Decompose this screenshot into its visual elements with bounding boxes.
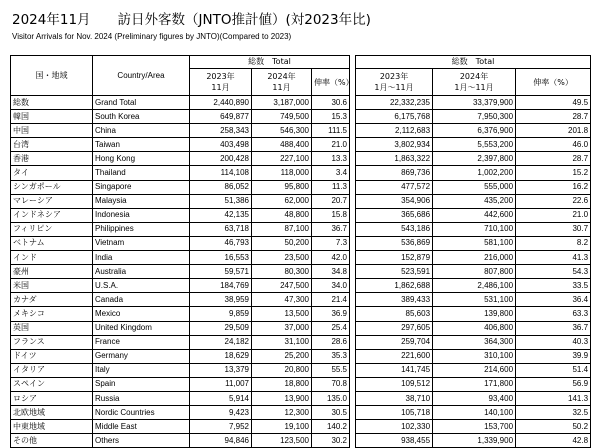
table-row — [11, 166, 591, 180]
country-name-jp: ロシア — [11, 391, 93, 405]
value-2023-jan-nov: 869,736 — [356, 166, 433, 180]
value-2023-nov: 114,108 — [190, 166, 252, 180]
value-2024-jan-nov: 7,950,300 — [433, 110, 516, 124]
table-row — [11, 222, 591, 236]
table-row — [11, 377, 591, 391]
table-row — [11, 138, 591, 152]
value-2023-jan-nov: 536,869 — [356, 236, 433, 250]
country-name-en: Grand Total — [93, 96, 190, 110]
table-row — [11, 406, 591, 420]
growth-month: 70.8 — [312, 377, 350, 391]
value-2023-jan-nov: 477,572 — [356, 180, 433, 194]
country-name-en: United Kingdom — [93, 321, 190, 335]
country-name-jp: インド — [11, 251, 93, 265]
country-name-en: Italy — [93, 363, 190, 377]
country-name-en: U.S.A. — [93, 279, 190, 293]
value-2023-jan-nov: 1,863,322 — [356, 152, 433, 166]
growth-month: 13.3 — [312, 152, 350, 166]
value-2023-nov: 86,052 — [190, 180, 252, 194]
value-2023-jan-nov: 2,112,683 — [356, 124, 433, 138]
country-name-en: India — [93, 251, 190, 265]
country-name-jp: 香港 — [11, 152, 93, 166]
country-name-jp: カナダ — [11, 293, 93, 307]
country-name-en: Spain — [93, 377, 190, 391]
value-2023-nov: 42,135 — [190, 208, 252, 222]
value-2024-jan-nov: 2,397,800 — [433, 152, 516, 166]
value-2024-jan-nov: 310,100 — [433, 349, 516, 363]
value-2023-jan-nov: 523,591 — [356, 265, 433, 279]
header-total-month: 総数 Total — [190, 56, 350, 69]
table-row — [11, 208, 591, 222]
value-2024-jan-nov: 581,100 — [433, 236, 516, 250]
growth-month: 111.5 — [312, 124, 350, 138]
value-2024-nov: 50,200 — [252, 236, 312, 250]
value-2024-nov: 25,200 — [252, 349, 312, 363]
value-2023-nov: 7,952 — [190, 420, 252, 434]
growth-month: 36.9 — [312, 307, 350, 321]
value-2024-jan-nov: 5,553,200 — [433, 138, 516, 152]
value-2023-nov: 9,859 — [190, 307, 252, 321]
country-name-jp: 米国 — [11, 279, 93, 293]
table-row — [11, 420, 591, 434]
value-2024-jan-nov: 214,600 — [433, 363, 516, 377]
value-2023-nov: 403,498 — [190, 138, 252, 152]
value-2023-jan-nov: 938,455 — [356, 434, 433, 448]
value-2023-nov: 63,718 — [190, 222, 252, 236]
value-2024-nov: 31,100 — [252, 335, 312, 349]
growth-cumulative: 36.4 — [516, 293, 591, 307]
value-2024-nov: 227,100 — [252, 152, 312, 166]
growth-month: 34.0 — [312, 279, 350, 293]
growth-month: 3.4 — [312, 166, 350, 180]
growth-cumulative: 15.2 — [516, 166, 591, 180]
growth-cumulative: 32.5 — [516, 406, 591, 420]
value-2023-jan-nov: 85,603 — [356, 307, 433, 321]
growth-cumulative: 36.7 — [516, 321, 591, 335]
growth-cumulative: 28.7 — [516, 152, 591, 166]
country-name-en: Russia — [93, 391, 190, 405]
table-row — [11, 349, 591, 363]
header-2024-jan-nov: 2024年 1月～11月 — [433, 69, 516, 96]
growth-month: 15.3 — [312, 110, 350, 124]
growth-cumulative: 201.8 — [516, 124, 591, 138]
value-2023-nov: 2,440,890 — [190, 96, 252, 110]
country-name-jp: ドイツ — [11, 349, 93, 363]
country-name-en: Taiwan — [93, 138, 190, 152]
value-2023-jan-nov: 365,686 — [356, 208, 433, 222]
country-name-en: Nordic Countries — [93, 406, 190, 420]
value-2023-jan-nov: 221,600 — [356, 349, 433, 363]
growth-cumulative: 28.7 — [516, 110, 591, 124]
country-name-en: Hong Kong — [93, 152, 190, 166]
header-2024-nov: 2024年 11月 — [252, 69, 312, 96]
country-name-en: Malaysia — [93, 194, 190, 208]
value-2023-jan-nov: 1,862,688 — [356, 279, 433, 293]
growth-cumulative: 63.3 — [516, 307, 591, 321]
growth-cumulative: 41.3 — [516, 251, 591, 265]
growth-cumulative: 8.2 — [516, 236, 591, 250]
value-2023-nov: 29,509 — [190, 321, 252, 335]
growth-month: 30.5 — [312, 406, 350, 420]
value-2024-jan-nov: 435,200 — [433, 194, 516, 208]
value-2024-jan-nov: 442,600 — [433, 208, 516, 222]
value-2024-nov: 20,800 — [252, 363, 312, 377]
growth-month: 34.8 — [312, 265, 350, 279]
country-name-jp: メキシコ — [11, 307, 93, 321]
country-name-jp: フィリピン — [11, 222, 93, 236]
value-2024-jan-nov: 140,100 — [433, 406, 516, 420]
country-name-en: Thailand — [93, 166, 190, 180]
country-name-jp: ベトナム — [11, 236, 93, 250]
value-2023-jan-nov: 543,186 — [356, 222, 433, 236]
header-country-jp: 国・地域 — [11, 56, 93, 96]
header-2023-nov: 2023年 11月 — [190, 69, 252, 96]
growth-cumulative: 22.6 — [516, 194, 591, 208]
growth-month: 7.3 — [312, 236, 350, 250]
value-2024-nov: 19,100 — [252, 420, 312, 434]
value-2023-jan-nov: 3,802,934 — [356, 138, 433, 152]
growth-month: 30.2 — [312, 434, 350, 448]
value-2024-nov: 37,000 — [252, 321, 312, 335]
growth-month: 25.4 — [312, 321, 350, 335]
value-2024-nov: 13,900 — [252, 391, 312, 405]
growth-cumulative: 50.2 — [516, 420, 591, 434]
growth-cumulative: 54.3 — [516, 265, 591, 279]
growth-cumulative: 21.0 — [516, 208, 591, 222]
country-name-en: Singapore — [93, 180, 190, 194]
value-2024-nov: 62,000 — [252, 194, 312, 208]
value-2023-jan-nov: 389,433 — [356, 293, 433, 307]
table-row — [11, 251, 591, 265]
value-2024-nov: 23,500 — [252, 251, 312, 265]
growth-month: 30.6 — [312, 96, 350, 110]
value-2023-jan-nov: 152,879 — [356, 251, 433, 265]
value-2024-nov: 47,300 — [252, 293, 312, 307]
table-body — [11, 96, 591, 448]
country-name-en: Philippines — [93, 222, 190, 236]
growth-month: 21.0 — [312, 138, 350, 152]
value-2023-jan-nov: 102,330 — [356, 420, 433, 434]
country-name-jp: スペイン — [11, 377, 93, 391]
growth-cumulative: 40.3 — [516, 335, 591, 349]
table-row — [11, 110, 591, 124]
growth-month: 36.7 — [312, 222, 350, 236]
table-row — [11, 391, 591, 405]
header-row-1 — [11, 56, 591, 69]
country-name-jp: タイ — [11, 166, 93, 180]
table-row — [11, 293, 591, 307]
growth-cumulative: 42.8 — [516, 434, 591, 448]
value-2023-nov: 24,182 — [190, 335, 252, 349]
growth-month: 55.5 — [312, 363, 350, 377]
value-2024-nov: 13,500 — [252, 307, 312, 321]
value-2023-nov: 59,571 — [190, 265, 252, 279]
country-name-jp: 台湾 — [11, 138, 93, 152]
value-2023-nov: 184,769 — [190, 279, 252, 293]
country-name-en: Vietnam — [93, 236, 190, 250]
value-2023-nov: 18,629 — [190, 349, 252, 363]
value-2023-nov: 5,914 — [190, 391, 252, 405]
value-2023-nov: 38,959 — [190, 293, 252, 307]
value-2024-jan-nov: 555,000 — [433, 180, 516, 194]
value-2024-jan-nov: 171,800 — [433, 377, 516, 391]
table-row — [11, 96, 591, 110]
table-row — [11, 180, 591, 194]
table-row — [11, 434, 591, 448]
header-growth-month: 伸率（%） — [312, 69, 350, 96]
table-row — [11, 265, 591, 279]
country-name-jp: 中東地域 — [11, 420, 93, 434]
value-2024-jan-nov: 139,800 — [433, 307, 516, 321]
table-row — [11, 335, 591, 349]
value-2023-jan-nov: 6,175,768 — [356, 110, 433, 124]
growth-cumulative: 16.2 — [516, 180, 591, 194]
value-2024-nov: 80,300 — [252, 265, 312, 279]
country-name-jp: シンガポール — [11, 180, 93, 194]
country-name-en: South Korea — [93, 110, 190, 124]
value-2023-jan-nov: 354,906 — [356, 194, 433, 208]
growth-month: 21.4 — [312, 293, 350, 307]
header-country-en: Country/Area — [93, 56, 190, 96]
growth-month: 28.6 — [312, 335, 350, 349]
value-2023-nov: 11,007 — [190, 377, 252, 391]
value-2024-nov: 18,800 — [252, 377, 312, 391]
country-name-jp: マレーシア — [11, 194, 93, 208]
value-2023-nov: 9,423 — [190, 406, 252, 420]
growth-cumulative: 49.5 — [516, 96, 591, 110]
page-subtitle: Visitor Arrivals for Nov. 2024 (Preliminary figures by JNTO)(Compared to 2023) — [12, 32, 292, 41]
value-2023-jan-nov: 105,718 — [356, 406, 433, 420]
value-2023-jan-nov: 259,704 — [356, 335, 433, 349]
country-name-en: Indonesia — [93, 208, 190, 222]
value-2023-jan-nov: 22,332,235 — [356, 96, 433, 110]
value-2024-nov: 488,400 — [252, 138, 312, 152]
country-name-jp: 豪州 — [11, 265, 93, 279]
value-2023-nov: 46,793 — [190, 236, 252, 250]
country-name-en: Germany — [93, 349, 190, 363]
growth-cumulative: 39.9 — [516, 349, 591, 363]
value-2024-jan-nov: 807,800 — [433, 265, 516, 279]
country-name-jp: フランス — [11, 335, 93, 349]
growth-month: 140.2 — [312, 420, 350, 434]
value-2024-nov: 118,000 — [252, 166, 312, 180]
country-name-jp: 北欧地域 — [11, 406, 93, 420]
country-name-jp: その他 — [11, 434, 93, 448]
country-name-en: Canada — [93, 293, 190, 307]
table-row — [11, 321, 591, 335]
growth-cumulative: 33.5 — [516, 279, 591, 293]
growth-month: 35.3 — [312, 349, 350, 363]
country-name-jp: 中国 — [11, 124, 93, 138]
visitor-arrivals-table — [10, 55, 591, 448]
value-2024-jan-nov: 153,700 — [433, 420, 516, 434]
value-2023-nov: 16,553 — [190, 251, 252, 265]
value-2024-jan-nov: 710,100 — [433, 222, 516, 236]
country-name-jp: イタリア — [11, 363, 93, 377]
country-name-jp: インドネシア — [11, 208, 93, 222]
growth-cumulative: 46.0 — [516, 138, 591, 152]
value-2024-jan-nov: 1,339,900 — [433, 434, 516, 448]
value-2024-jan-nov: 364,300 — [433, 335, 516, 349]
value-2024-jan-nov: 216,000 — [433, 251, 516, 265]
country-name-jp: 韓国 — [11, 110, 93, 124]
country-name-en: Middle East — [93, 420, 190, 434]
value-2023-jan-nov: 109,512 — [356, 377, 433, 391]
value-2023-nov: 94,846 — [190, 434, 252, 448]
growth-month: 42.0 — [312, 251, 350, 265]
value-2024-jan-nov: 406,800 — [433, 321, 516, 335]
growth-cumulative: 51.4 — [516, 363, 591, 377]
growth-cumulative: 141.3 — [516, 391, 591, 405]
value-2024-nov: 3,187,000 — [252, 96, 312, 110]
value-2023-nov: 51,386 — [190, 194, 252, 208]
growth-month: 20.7 — [312, 194, 350, 208]
table-row — [11, 363, 591, 377]
growth-month: 11.3 — [312, 180, 350, 194]
value-2024-jan-nov: 2,486,100 — [433, 279, 516, 293]
country-name-en: China — [93, 124, 190, 138]
value-2023-nov: 200,428 — [190, 152, 252, 166]
growth-month: 135.0 — [312, 391, 350, 405]
value-2024-nov: 12,300 — [252, 406, 312, 420]
value-2024-jan-nov: 1,002,200 — [433, 166, 516, 180]
value-2024-jan-nov: 33,379,900 — [433, 96, 516, 110]
value-2023-jan-nov: 141,745 — [356, 363, 433, 377]
value-2024-nov: 87,100 — [252, 222, 312, 236]
value-2024-nov: 546,300 — [252, 124, 312, 138]
country-name-en: Australia — [93, 265, 190, 279]
country-name-jp: 総数 — [11, 96, 93, 110]
value-2024-nov: 48,800 — [252, 208, 312, 222]
value-2024-nov: 749,500 — [252, 110, 312, 124]
header-total-cumulative: 総数 Total — [356, 56, 591, 69]
growth-cumulative: 56.9 — [516, 377, 591, 391]
country-name-en: Others — [93, 434, 190, 448]
value-2024-jan-nov: 93,400 — [433, 391, 516, 405]
header-growth-cumulative: 伸率（%） — [516, 69, 591, 96]
value-2024-jan-nov: 6,376,900 — [433, 124, 516, 138]
header-2023-jan-nov: 2023年 1月～11月 — [356, 69, 433, 96]
value-2024-nov: 247,500 — [252, 279, 312, 293]
value-2024-nov: 95,800 — [252, 180, 312, 194]
table-row — [11, 152, 591, 166]
table-row — [11, 307, 591, 321]
country-name-en: France — [93, 335, 190, 349]
country-name-jp: 英国 — [11, 321, 93, 335]
value-2024-nov: 123,500 — [252, 434, 312, 448]
table-row — [11, 279, 591, 293]
growth-cumulative: 30.7 — [516, 222, 591, 236]
value-2023-nov: 13,379 — [190, 363, 252, 377]
country-name-en: Mexico — [93, 307, 190, 321]
value-2023-jan-nov: 297,605 — [356, 321, 433, 335]
page-title: 2024年11月 訪日外客数（JNTO推計値）(対2023年比) — [12, 12, 371, 28]
value-2023-jan-nov: 38,710 — [356, 391, 433, 405]
value-2024-jan-nov: 531,100 — [433, 293, 516, 307]
value-2023-nov: 649,877 — [190, 110, 252, 124]
table-row — [11, 124, 591, 138]
table-row — [11, 194, 591, 208]
growth-month: 15.8 — [312, 208, 350, 222]
table-row — [11, 236, 591, 250]
value-2023-nov: 258,343 — [190, 124, 252, 138]
